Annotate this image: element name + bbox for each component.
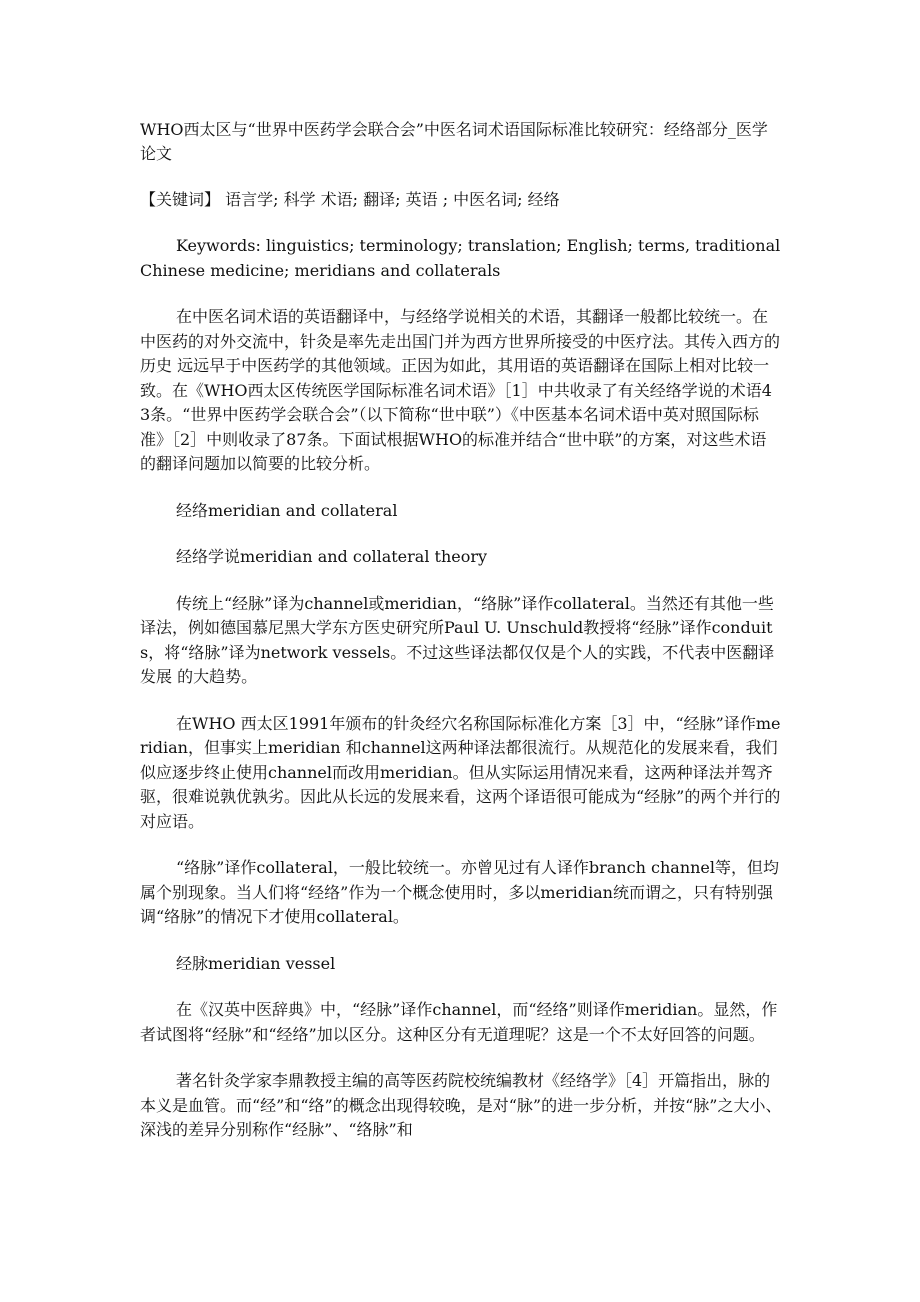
keywords-english: Keywords: linguistics; terminology; translation; English; terms, traditional Chinese medicine; meridians and collaterals (140, 236, 781, 280)
paragraph-intro: 在中医名词术语的英语翻译中，与经络学说相关的术语，其翻译一般都比较统一。在中医药的对外交流中，针灸是率先走出国门并为西方世界所接受的中医疗法。其传入西方的 历史 远远早于中医药学的其他领域。正因为如此，其用语的英语翻译在国际上相对比较一致。在《WHO西太区传统医学国际标准名词术语》［1］中共收录了有关经络学说的术语43条。“世界中医药学会联合会”（以下简称“世中联”）《中医基本名词术语中英对照国际标准》［2］中则收录了87条。下面试根据WHO的标准并结合“世中联”的方案，对这些术语的翻译问题加以简要的比较分析。 (140, 307, 781, 473)
paragraph-dictionary: 在《汉英中医辞典》中，“经脉”译作channel，而“经络”则译作meridian。显然，作者试图将“经脉”和“经络”加以区分。这种区分有无道理呢？这是一个不太好回答的问题。 (140, 1000, 778, 1044)
paragraph-li-ding: 著名针灸学家李鼎教授主编的高等医药院校统编教材《经络学》［4］开篇指出，脉的本义是血管。而“经”和“络”的概念出现得较晚，是对“脉”的进一步分析，并按“脉”之大小、深浅的差异分别称作“经脉”、“络脉”和 (140, 1071, 782, 1139)
paragraph-collateral: “络脉”译作collateral，一般比较统一。亦曾见过有人译作branch channel等，但均属个别现象。当人们将“经络”作为一个概念使用时，多以meridian统而谓之，只有特别强调“络脉”的情况下才使用collateral。 (140, 858, 780, 926)
page-title: WHO西太区与“世界中医药学会联合会”中医名词术语国际标准比较研究：经络部分_医学论文 (140, 120, 768, 163)
term-heading-jingluo: 经络meridian and collateral (176, 500, 398, 520)
keywords-chinese: 【关键词】 语言学; 科学 术语; 翻译; 英语 ; 中医名词; 经络 (140, 190, 560, 209)
paragraph-traditional-translation: 传统上“经脉”译为channel或meridian，“络脉”译作collateral。当然还有其他一些译法，例如德国慕尼黑大学东方医史研究所Paul U. Unschuld教授将“经脉”译作conduits，将“络脉”译为network vessels。不过这些译法都仅仅是个人的实践，不代表中医翻译 发展 的大趋势。 (140, 593, 775, 686)
term-heading-jingmai: 经脉meridian vessel (176, 953, 336, 973)
document-body (140, 118, 782, 1143)
term-heading-jingluo-xueshuo: 经络学说meridian and collateral theory (176, 547, 488, 566)
paragraph-who-1991: 在WHO 西太区1991年颁布的针灸经穴名称国际标准化方案［3］中，“经脉”译作meridian，但事实上meridian 和channel这两种译法都很流行。从规范化的发展来看，我们似应逐步终止使用channel而改用meridian。但从实际运用情况来看，这两种译法并驾齐驱，很难说孰优孰劣。因此从长远的发展来看，这两个译语很可能成为“经脉”的两个并行的对应语。 (140, 713, 781, 831)
